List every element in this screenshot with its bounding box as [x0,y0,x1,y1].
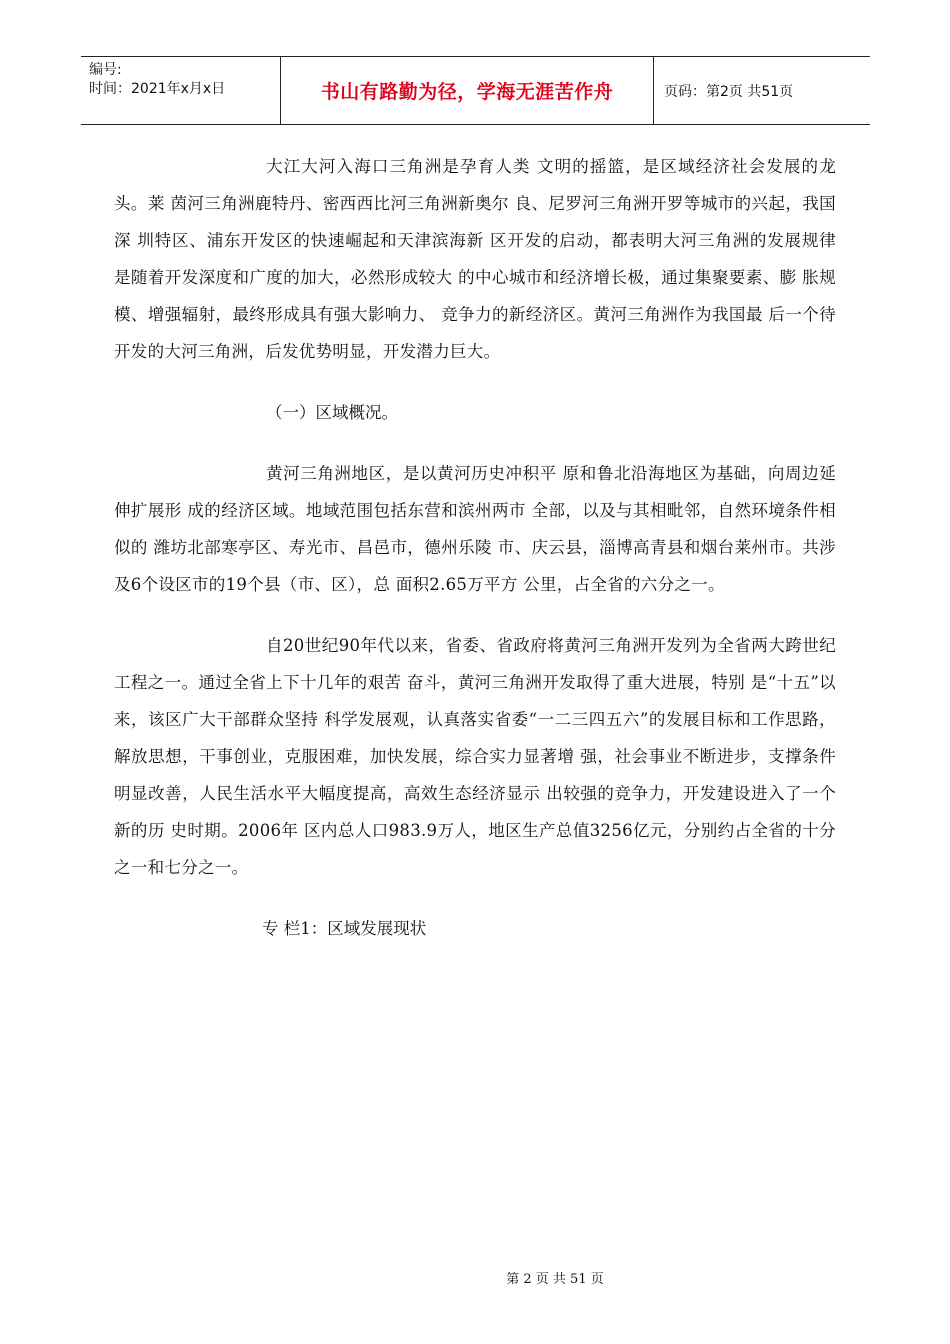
document-number-label: 编号: [89,62,122,78]
paragraph-development-history: 自20世纪90年代以来，省委、省政府将黄河三角洲开发列为全省两大跨世纪工程之一。通过全省上下十几年的艰苦 奋斗，黄河三角洲开发取得了重大进展，特别 是“十五”以来，该区广大干部群众坚持 科学发展观，认真落实省委“一二三四五六”的发展目标和工作思路，解放思想，干事创业，克服困难，加快发展，综合实力显著增 强，社会事业不断进步，支撑条件明显改善，人民生活水平大幅度提高，高效生态经济显示 出较强的竞争力，开发建设进入了一个新的历 史时期。2006年 区内总人口983.9万人，地区生产总值3256亿元，分别约占全省的十分之一和七分之一。 [114,636,836,877]
column-heading: 专 栏1：区域发展现状 [262,919,427,938]
header-meta [81,57,281,124]
header-motto: 书山有路勤为径，学海无涯苦作舟 [320,81,614,103]
page-header [81,56,870,125]
document-time-label: 时间：2021年x月x日 [89,81,226,97]
header-page-label: 页码：第2页 共51页 [664,83,794,100]
document-body [114,148,836,971]
page-footer: 第 2 页 共 51 页 [506,1272,604,1287]
section-heading-overview: （一）区域概况。 [266,403,398,422]
paragraph-intro: 大江大河入海口三角洲是孕育人类 文明的摇篮，是区域经济社会发展的龙头。莱 茵河三角洲鹿特丹、密西西比河三角洲新奥尔 良、尼罗河三角洲开罗等城市的兴起，我国深 圳特区、浦东开发区的快速崛起和天津滨海新 区开发的启动，都表明大河三角洲的发展规律 是随着开发深度和广度的加大，必然形成较大 的中心城市和经济增长极，通过集聚要素、膨 胀规模、增强辐射，最终形成具有强大影响力、 竞争力的新经济区。黄河三角洲作为我国最 后一个待开发的大河三角洲，后发优势明显，开发潜力巨大。 [114,157,836,361]
header-motto-cell [281,57,654,124]
paragraph-region-scope: 黄河三角洲地区，是以黄河历史冲积平 原和鲁北沿海地区为基础，向周边延伸扩展形 成的经济区域。地域范围包括东营和滨州两市 全部，以及与其相毗邻，自然环境条件相似的 潍坊北部寒亭区、寿光市、昌邑市，德州乐陵 市、庆云县，淄博高青县和烟台莱州市。共涉 及6个设区市的19个县（市、区），总 面积2.65万平方 公里，占全省的六分之一。 [114,464,836,594]
header-page-cell [654,57,870,124]
